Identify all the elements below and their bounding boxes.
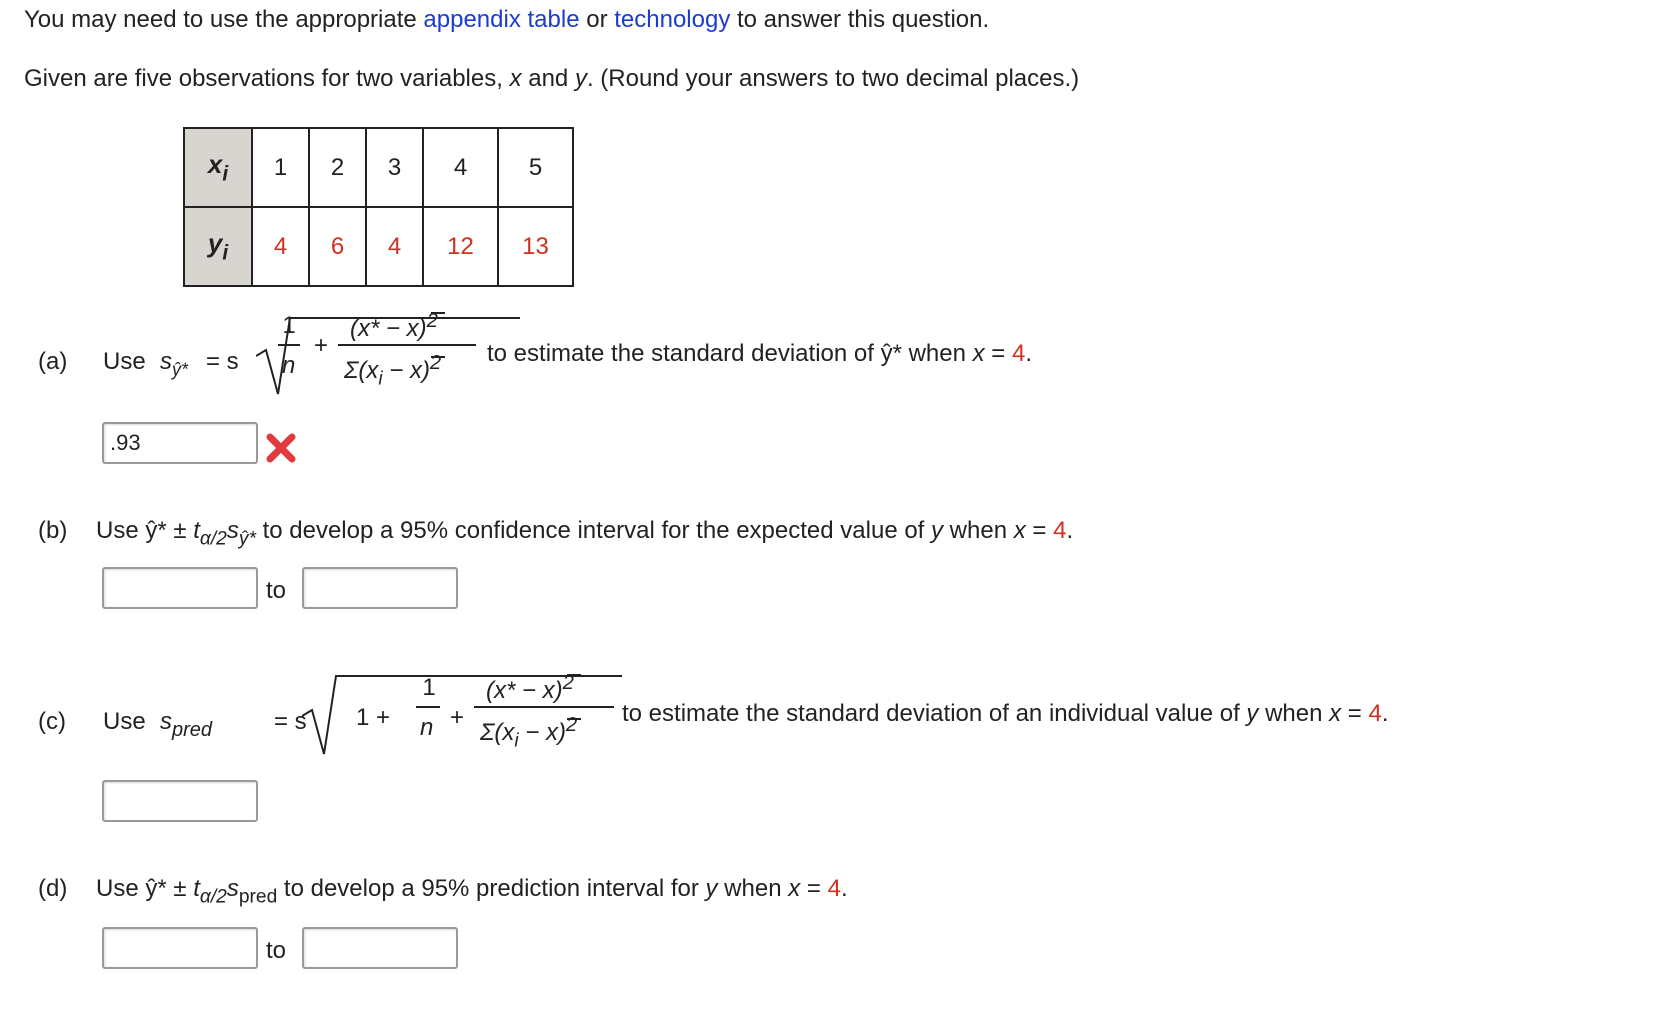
x-value: 1 xyxy=(252,128,309,207)
x-header: $x_i$ xyxy=(184,128,252,207)
y-value: 12 xyxy=(423,207,498,286)
question-prompt: Given are five observations for two variables, x and y. (Round your answers to two decimal places.) xyxy=(24,65,1080,92)
intro-text: You may need to use the appropriate appendix table or technology to answer this question. xyxy=(24,6,990,33)
numerator: $(x* - x)^2$ xyxy=(350,310,438,342)
appendix-table-link[interactable]: appendix table xyxy=(423,6,580,33)
s-pred-symbol: $s_{pred}$ xyxy=(160,708,213,741)
part-c-question: (c) Use $s_{pred}$ = s 1 + 1 n + $(x* - x)^2$ $\Sigma(x_i - x)^2$ to estimate the standard deviation of an individual value of y when x = 4. xyxy=(38,696,1638,776)
y-value: 4 xyxy=(366,207,423,286)
to-label: to xyxy=(266,577,287,604)
y-value: 13 xyxy=(498,207,573,286)
part-b-upper-input[interactable] xyxy=(302,567,458,609)
part-d-question: (d) Use ŷ* ± $t_{\alpha/2}s_{pred}$ to develop a 95% prediction interval for y when x = 4. xyxy=(38,875,848,908)
table-row xyxy=(184,128,573,207)
y-value: 6 xyxy=(309,207,366,286)
part-c-answer-input[interactable] xyxy=(102,780,258,822)
part-d-letter: (d) xyxy=(38,875,68,902)
x-value: 4 xyxy=(423,128,498,207)
part-a-letter: (a) xyxy=(38,348,68,375)
denominator: $\Sigma(x_i - x)^2$ xyxy=(480,714,578,752)
part-b-lower-input[interactable] xyxy=(102,567,258,609)
to-label: to xyxy=(266,937,287,964)
technology-link[interactable]: technology xyxy=(614,6,731,33)
x-value: 2 xyxy=(309,128,366,207)
y-header: $y_i$ xyxy=(184,207,252,286)
y-value: 4 xyxy=(252,207,309,286)
part-c-letter: (c) xyxy=(38,708,66,735)
s-symbol: $s_{ŷ*}$ xyxy=(160,348,189,380)
part-a-answer-input[interactable] xyxy=(102,422,258,464)
part-d-lower-input[interactable] xyxy=(102,927,258,969)
denominator: $\Sigma(x_i - x)^2$ xyxy=(344,352,442,390)
part-b-letter: (b) xyxy=(38,517,68,544)
observations-table xyxy=(183,127,574,287)
x-value: 5 xyxy=(498,128,573,207)
x-value: 3 xyxy=(366,128,423,207)
incorrect-x-icon xyxy=(264,431,298,465)
part-b-question: (b) Use ŷ* ± $t_{\alpha/2}s_{ŷ*}$ to develop a 95% confidence interval for the expected value of y when x = 4. xyxy=(38,517,1074,550)
part-a-question: (a) Use $s_{ŷ*}$ = s 1 n + $(x* - x)^2$ $\Sigma(x_i - x)^2$ to estimate the standard deviation of ŷ* when x = 4. xyxy=(38,336,1238,416)
table-row xyxy=(184,207,573,286)
part-d-upper-input[interactable] xyxy=(302,927,458,969)
numerator: $(x* - x)^2$ xyxy=(486,672,574,704)
